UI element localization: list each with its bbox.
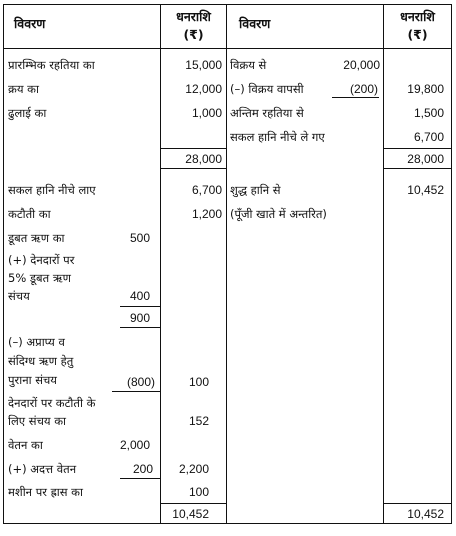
header-particulars-right: विवरण [239,16,271,31]
bad-debts-sub-amount: 500 [129,231,150,245]
add-provision-line3: संचय [8,289,30,303]
discount-label: कटौती का [8,207,51,221]
less-old-provision-amount: (800) [126,375,155,389]
discount-reserve-line1: देनदारों पर कटौती के [8,396,96,410]
salary-label: वेतन का [8,438,43,452]
outstanding-salary-underline [120,478,160,479]
bad-debts-subtotal-top-rule [120,306,160,307]
pl-right-total: 10,452 [407,507,444,521]
gross-loss-cd-amount: 6,700 [413,130,444,144]
add-provision-line2: 5% डूबत ऋण [8,271,71,285]
outstanding-salary-sub-amount: 200 [132,462,153,476]
table-right-border [451,4,452,524]
sales-amount: 20,000 [343,58,380,72]
pl-left-total-top-rule [160,503,227,504]
header-amount-right-line1: धनराशि [400,9,435,24]
table-top-border [3,4,452,5]
sales-return-label: (–) विक्रय वापसी [230,82,304,96]
net-sales-amount: 19,800 [407,82,444,96]
sales-label: विक्रय से [230,58,267,72]
salary-sub-amount: 2,000 [119,438,150,452]
less-old-provision-underline [112,391,160,392]
add-provision-line1: (+) देनदारों पर [8,253,75,267]
add-provision-amount: 400 [129,289,150,303]
opening-stock-label: प्रारम्भिक रहतिया का [8,58,95,72]
discount-reserve-line2: लिए संचय का [8,414,67,428]
gross-loss-bd-amount: 6,700 [191,183,222,197]
purchases-label: क्रय का [8,82,39,96]
sales-return-amount: (200) [349,82,378,96]
trading-left-total-top-rule [160,148,227,149]
closing-stock-label: अन्तिम रहतिया से [230,106,304,120]
carriage-label: ढुलाई का [8,106,47,120]
outstanding-salary-label: (+) अदत्त वेतन [8,462,77,476]
less-old-provision-line2: संदिग्ध ऋण हेतु [8,354,74,368]
trading-right-total-top-rule [383,148,452,149]
bad-debts-subtotal: 900 [129,311,150,325]
net-loss-transfer-note: (पूँजी खाते में अन्तरित) [230,207,327,221]
net-loss-label: शुद्ध हानि से [230,183,281,197]
carriage-amount: 1,000 [191,106,222,120]
table-left-border [3,4,4,524]
header-amount-left-line1: धनराशि [176,9,211,24]
pl-left-total: 10,452 [172,507,209,521]
less-old-provision-line1: (–) अप्राप्य व [8,335,65,349]
bad-debts-label: डूबत ऋण का [8,231,65,245]
gross-loss-cd-label: सकल हानि नीचे ले गए [230,130,325,144]
trading-right-total-bottom-rule [383,168,452,169]
bad-debts-subtotal-bottom-rule [120,327,160,328]
header-amount-left-line2: (₹) [183,27,204,42]
closing-stock-amount: 1,500 [413,106,444,120]
sales-return-underline [332,97,379,98]
purchases-amount: 12,000 [185,82,222,96]
salary-total-amount: 2,200 [178,462,209,476]
depreciation-amount: 100 [188,485,209,499]
gross-loss-bd-label: सकल हानि नीचे लाए [8,183,96,197]
depreciation-label: मशीन पर ह्रास का [8,485,83,499]
net-loss-amount: 10,452 [407,183,444,197]
bad-debts-net-amount: 100 [188,375,209,389]
discount-amount: 1,200 [191,207,222,221]
trading-right-total: 28,000 [407,152,444,166]
header-particulars-left: विवरण [14,16,46,31]
pl-right-total-top-rule [383,503,452,504]
discount-reserve-amount: 152 [188,414,209,428]
opening-stock-amount: 15,000 [185,58,222,72]
table-bottom-border [3,523,452,524]
less-old-provision-line3: पुराना संचय [8,373,57,387]
middle-divider [226,4,227,524]
trading-left-total: 28,000 [185,152,222,166]
trading-left-total-bottom-rule [160,168,227,169]
header-amount-right-line2: (₹) [407,27,428,42]
header-bottom-border [3,48,452,49]
